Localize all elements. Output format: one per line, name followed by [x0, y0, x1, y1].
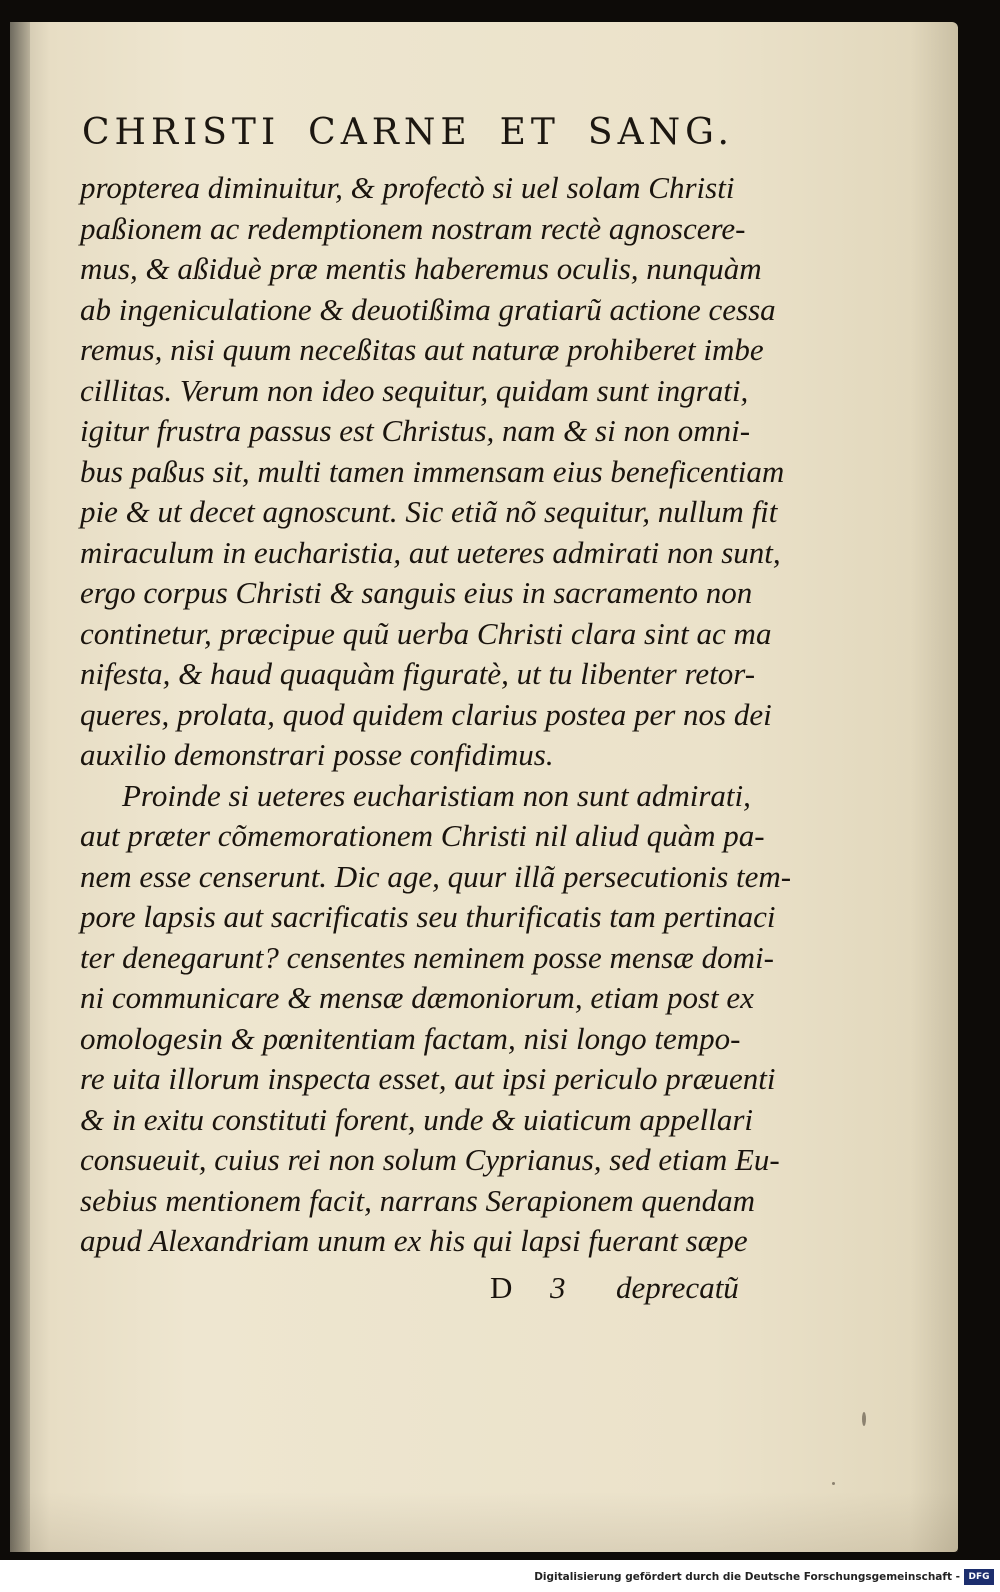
text-line: pore lapsis aut sacrificatis seu thurificatis tam pertinaci [80, 899, 776, 934]
text-line: consueuit, cuius rei non solum Cyprianus, sed etiam Eu- [80, 1142, 780, 1177]
signature-mark: D [490, 1270, 513, 1305]
text-line: apud Alexandriam unum ex his qui lapsi fuerant sæpe [80, 1223, 748, 1258]
text-line: ni communicare & mensæ dæmoniorum, etiam post ex [80, 980, 754, 1015]
running-head-word: CHRISTI [82, 112, 281, 153]
text-line: sebius mentionem facit, narrans Serapionem quendam [80, 1182, 756, 1218]
text-line: igitur frustra passus est Christus, nam & si non omni- [80, 413, 751, 448]
text-line: cillitas. Verum non ideo sequitur, quidam sunt ingrati, [80, 372, 749, 408]
text-line: aut præter cõmemorationem Christi nil aliud quàm pa- [80, 818, 765, 853]
page-gutter-shadow [10, 22, 30, 1552]
text-line: miraculum in eucharistia, aut ueteres admirati non sunt, [80, 534, 781, 570]
running-head-word: ET [499, 112, 560, 153]
text-line: pie & ut decet agnoscunt. Sic etiã nõ sequitur, nullum fit [80, 494, 778, 529]
dfg-logo: DFG [964, 1569, 994, 1585]
text-line: ter denegarunt? censentes neminem posse mensæ domi- [80, 939, 774, 975]
text-line: continetur, præcipue quũ uerba Christi clara sint ac ma [80, 615, 772, 651]
signature-number: 3 [550, 1270, 566, 1305]
text-line: nem esse censerunt. Dic age, quur illã persecutionis tem- [80, 858, 792, 894]
text-line: bus paßus sit, multi tamen immensam eius beneficentiam [80, 453, 785, 489]
text-line: paßionem ac redemptionem nostram rectè agnoscere- [80, 210, 746, 246]
funding-credit-text: Digitalisierung gefördert durch die Deutsche Forschungsgemeinschaft - [534, 1571, 960, 1583]
text-line: queres, prolata, quod quidem clarius postea per nos dei [80, 696, 772, 732]
paper-speck [862, 1412, 866, 1426]
text-line: ab ingeniculatione & deuotißima gratiarũ actione cessa [80, 291, 776, 327]
text-line: auxilio demonstrari posse confidimus. [80, 737, 554, 772]
paper-speck [832, 1482, 835, 1485]
paragraph-start-line: Proinde si ueteres eucharistiam non sunt admirati, [122, 777, 751, 813]
text-line: omologesin & pœnitentiam factam, nisi longo tempo- [80, 1020, 741, 1056]
running-head-word: CARNE [308, 112, 472, 153]
text-line: re uita illorum inspecta esset, aut ipsi periculo præuenti [80, 1061, 776, 1096]
page-footer [80, 1270, 740, 1310]
text-line: remus, nisi quum neceßitas aut naturæ prohiberet imbe [80, 332, 764, 367]
text-line: nifesta, & haud quaquàm figuratè, ut tu libenter retor- [80, 656, 756, 691]
body-text [80, 168, 792, 1262]
text-line: mus, & aßiduè præ mentis haberemus oculis, nunquàm [80, 251, 762, 286]
running-head-word: SANG. [587, 112, 734, 153]
text-line: & in exitu constituti forent, unde & uiaticum appellari [80, 1101, 754, 1137]
text-line: ergo corpus Christi & sanguis eius in sacramento non [80, 575, 753, 610]
catchword: deprecatũ [616, 1270, 739, 1305]
text-line: propterea diminuitur, & profectò si uel solam Christi [80, 170, 735, 205]
running-head [82, 112, 734, 153]
funding-credit-bar [0, 1562, 1000, 1592]
